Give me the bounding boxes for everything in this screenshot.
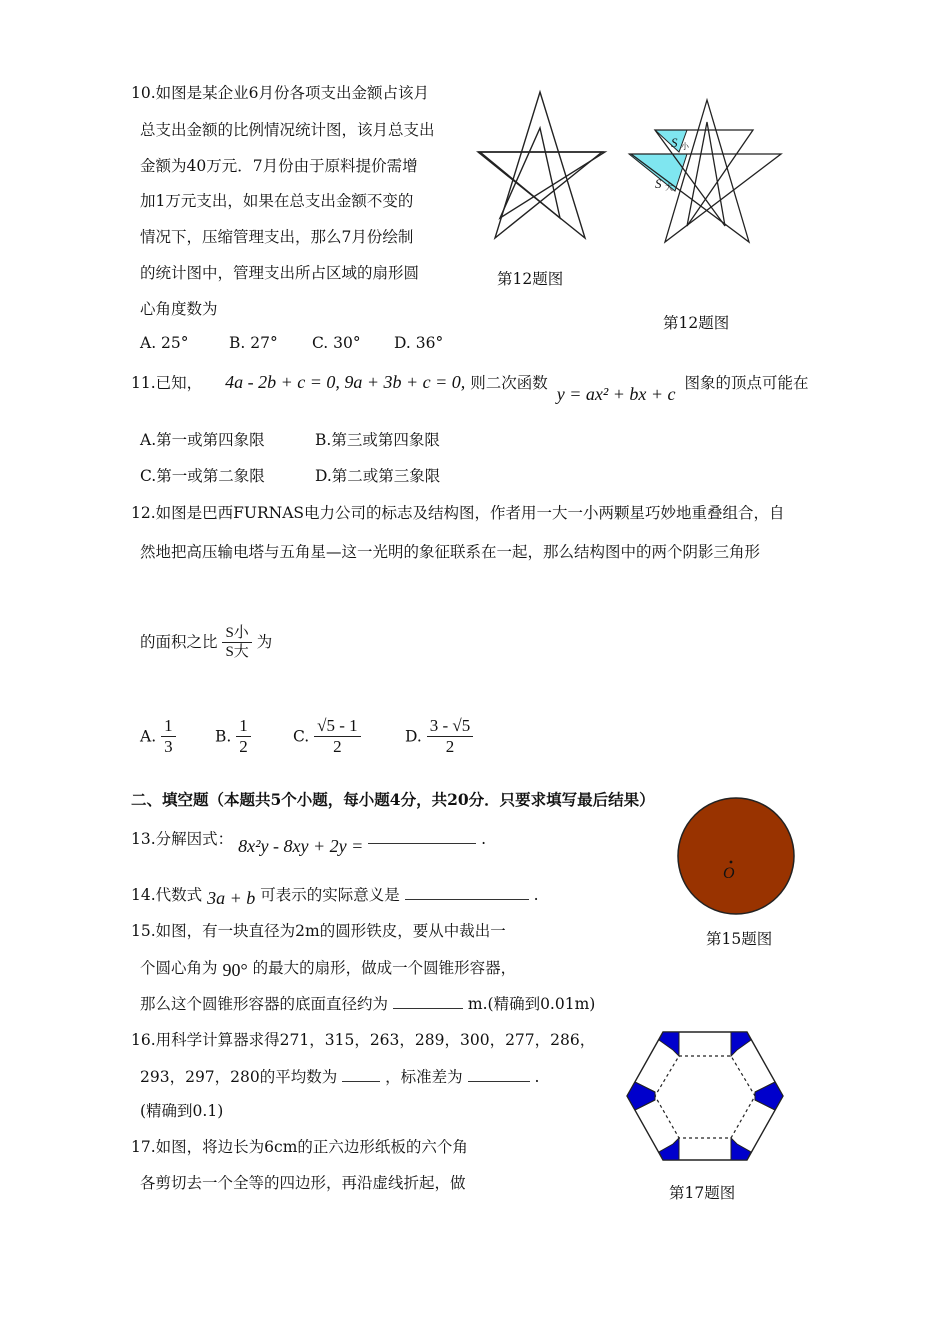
q16-line-1: 16.用科学计算器求得271，315，263，289，300，277，286， <box>131 1031 596 1049</box>
q10-line-1: 10.如图是某企业6月份各项支出金额占该月 <box>131 84 430 102</box>
q12-option-a: A. $\frac{1}{3}$ <box>140 716 176 758</box>
label-s-big: S <box>655 176 662 191</box>
figure-12-star-left <box>470 88 610 248</box>
q10-line-2: 总支出金额的比例情况统计图，该月总支出 <box>140 121 435 139</box>
q16-line-3: (精确到0.1) <box>140 1102 224 1120</box>
q10-option-c: C. 30° <box>312 334 361 352</box>
q10-line-6: 的统计图中，管理支出所占区域的扇形圆 <box>140 264 420 282</box>
q14: 14.代数式 3a + b 可表示的实际意义是 . <box>131 886 539 908</box>
q10-option-d: D. 36° <box>394 334 444 352</box>
q12-ratio: $\frac{\text{S小}}{\text{S大}}$ <box>222 624 251 661</box>
q13: 13.分解因式： 8x²y - 8xy + 2y = . <box>131 830 487 856</box>
section-2-title: 二、填空题（本题共5个小题，每小题4分，共20分．只要求填写最后结果） <box>131 790 655 809</box>
q12-line-2: 然地把高压输电塔与五角星—这一光明的象征联系在一起，那么结构图中的两个阴影三角形 <box>140 543 761 561</box>
q12-line-3: 的面积之比 $\frac{\text{S小}}{\text{S大}}$ 为 <box>140 625 273 660</box>
q10-option-a: A. 25° <box>140 334 189 352</box>
q10-line-4: 加1万元支出，如果在总支出金额不变的 <box>140 192 414 210</box>
center-label: O <box>723 865 735 882</box>
q12-option-d: D. $\frac{3 - √5}{2}$ <box>405 716 473 758</box>
q11-option-d: D.第二或第三象限 <box>315 467 441 485</box>
q10-line-7: 心角度数为 <box>140 300 218 318</box>
q10-option-b: B. 27° <box>229 334 278 352</box>
q10-line-5: 情况下，压缩管理支出，那么7月份绘制 <box>140 228 414 246</box>
q11-option-c: C.第一或第二象限 <box>140 467 265 485</box>
figure-12-structure <box>625 96 785 248</box>
svg-text:大: 大 <box>665 183 673 192</box>
figure-17-hexagon <box>625 1028 785 1168</box>
q11-condition: 4a - 2b + c = 0, 9a + 3b + c = 0, <box>225 372 466 392</box>
q12-option-b: B. $\frac{1}{2}$ <box>215 716 251 758</box>
q12-line-1: 12.如图是巴西FURNAS电力公司的标志及结构图，作者用一大一小两颗星巧妙地重叠组合，自 <box>131 504 785 522</box>
q16-stddev-blank[interactable] <box>468 1081 530 1082</box>
figure-12-caption-right: 第12题图 <box>663 314 730 332</box>
svg-text:小: 小 <box>681 142 689 151</box>
figure-15-caption: 第15题图 <box>706 930 773 948</box>
figure-12-caption-left: 第12题图 <box>497 270 564 288</box>
q15-line-3: 那么这个圆锥形容器的底面直径约为 m.(精确到0.01m) <box>140 995 596 1013</box>
figure-15-circle <box>676 796 796 916</box>
q17-line-2: 各剪切去一个全等的四边形，再沿虚线折起，做 <box>140 1174 466 1192</box>
q17-line-1: 17.如图，将边长为6cm的正六边形纸板的六个角 <box>131 1138 468 1156</box>
q16-mean-blank[interactable] <box>342 1081 380 1082</box>
q11-stem: 11.已知， 4a - 2b + c = 0, 9a + 3b + c = 0, 则二次函数 y = ax² + bx + c 图象的顶点可能在 <box>131 372 809 404</box>
q10-line-3: 金额为40万元．7月份由于原料提价需增 <box>140 157 418 175</box>
q11-option-b: B.第三或第四象限 <box>315 431 440 449</box>
q13-answer-blank[interactable] <box>368 843 476 844</box>
figure-17-caption: 第17题图 <box>669 1184 736 1202</box>
label-s-small: S <box>671 135 678 150</box>
q11-option-a: A.第一或第四象限 <box>140 431 265 449</box>
q15-line-2: 个圆心角为 90° 的最大的扇形，做成一个圆锥形容器， <box>140 959 517 980</box>
q15-line-1: 15.如图，有一块直径为2m的圆形铁皮，要从中裁出一 <box>131 922 506 940</box>
q11-function: y = ax² + bx + c <box>556 384 676 404</box>
q15-answer-blank[interactable] <box>393 1008 463 1009</box>
q14-answer-blank[interactable] <box>405 899 529 900</box>
q12-option-c: C. $\frac{√5 - 1}{2}$ <box>293 716 361 758</box>
q16-line-2: 293，297，280的平均数为 ，标准差为 . <box>140 1068 540 1086</box>
